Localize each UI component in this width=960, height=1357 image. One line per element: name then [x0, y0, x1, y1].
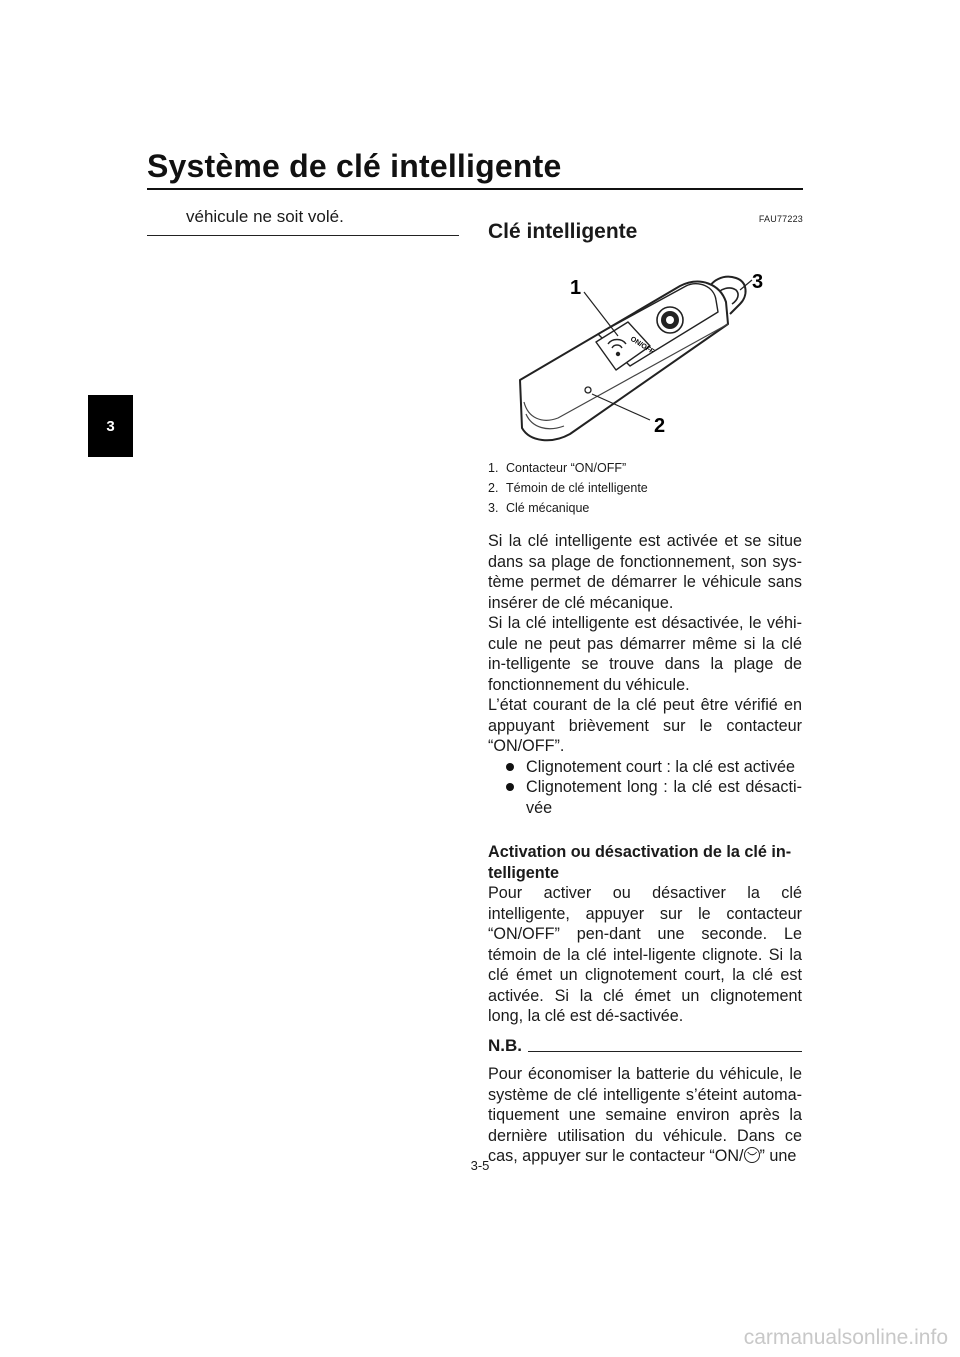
bullet-item: Clignotement long : la clé est désacti-vée: [488, 777, 802, 818]
nb-header: [488, 1037, 802, 1055]
section-code: FAU77223: [758, 214, 803, 224]
caption-item: 1. Contacteur “ON/OFF”: [488, 461, 627, 475]
watermark: carmanualsonline.info: [743, 1326, 948, 1349]
bullet-item: Clignotement court : la clé est activée: [488, 757, 802, 778]
paragraph: Pour activer ou désactiver la clé intelligente, appuyer sur le contacteur “ON/OFF” pen-dant une seconde. Le témoin de la clé intel-ligente clignote. Si la clé émet un clignotement court, la clé est activée. Si la clé émet un clignotement long, la clé est dé-sactivée.: [488, 884, 802, 1025]
figure-label-3: 3: [752, 271, 764, 293]
bullet-list: [488, 757, 802, 819]
paragraph: L’état courant de la clé peut être vérifié en appuyant brièvement sur le contacteur “ON/OFF”.: [488, 696, 802, 755]
page-title: Système de clé intelligente: [147, 148, 562, 184]
left-column-rule: [147, 235, 459, 236]
nb-body: [488, 1064, 802, 1167]
figure-captions: [488, 458, 648, 518]
paragraph: Si la clé intelligente est désactivée, le véhi-cule ne peut pas démarrer même si la clé in-telligente se trouve dans la plage de fonctionnement du véhicule.: [488, 614, 802, 694]
nb-rule: [528, 1051, 802, 1052]
paragraph: Si la clé intelligente est activée et se situe dans sa plage de fonctionnement, son sys-tème permet de démarrer le véhicule sans insérer de clé mécanique.: [488, 532, 802, 612]
section-heading: Clé intelligente: [488, 220, 638, 243]
subheading: Activation ou désactivation de la clé in-telligente: [488, 843, 792, 882]
continued-text: véhicule ne soit volé.: [186, 207, 344, 226]
body-text-lower: [488, 842, 802, 1027]
smart-key-illustration: [500, 262, 800, 452]
figure-label-1: 1: [570, 277, 582, 299]
page-number: 3-5: [470, 1158, 490, 1173]
nb-label: N.B.: [488, 1036, 522, 1055]
caption-item: 3. Clé mécanique: [488, 501, 590, 515]
nb-paragraph: Pour économiser la batterie du véhicule, le système de clé intelligente s’éteint automa-tiquement une semaine environ après la dernière utilisation du véhicule. Dans ce cas, appuyer sur le contacteur “ON/ ” une: [488, 1065, 802, 1165]
caption-item: 2. Témoin de clé intelligente: [488, 481, 648, 495]
body-text-upper: [488, 531, 802, 818]
chapter-tab[interactable]: 3: [88, 395, 133, 457]
figure-label-2: 2: [654, 415, 666, 437]
key-button-text: ON/OFF: [628, 335, 656, 356]
title-rule: [147, 188, 803, 190]
